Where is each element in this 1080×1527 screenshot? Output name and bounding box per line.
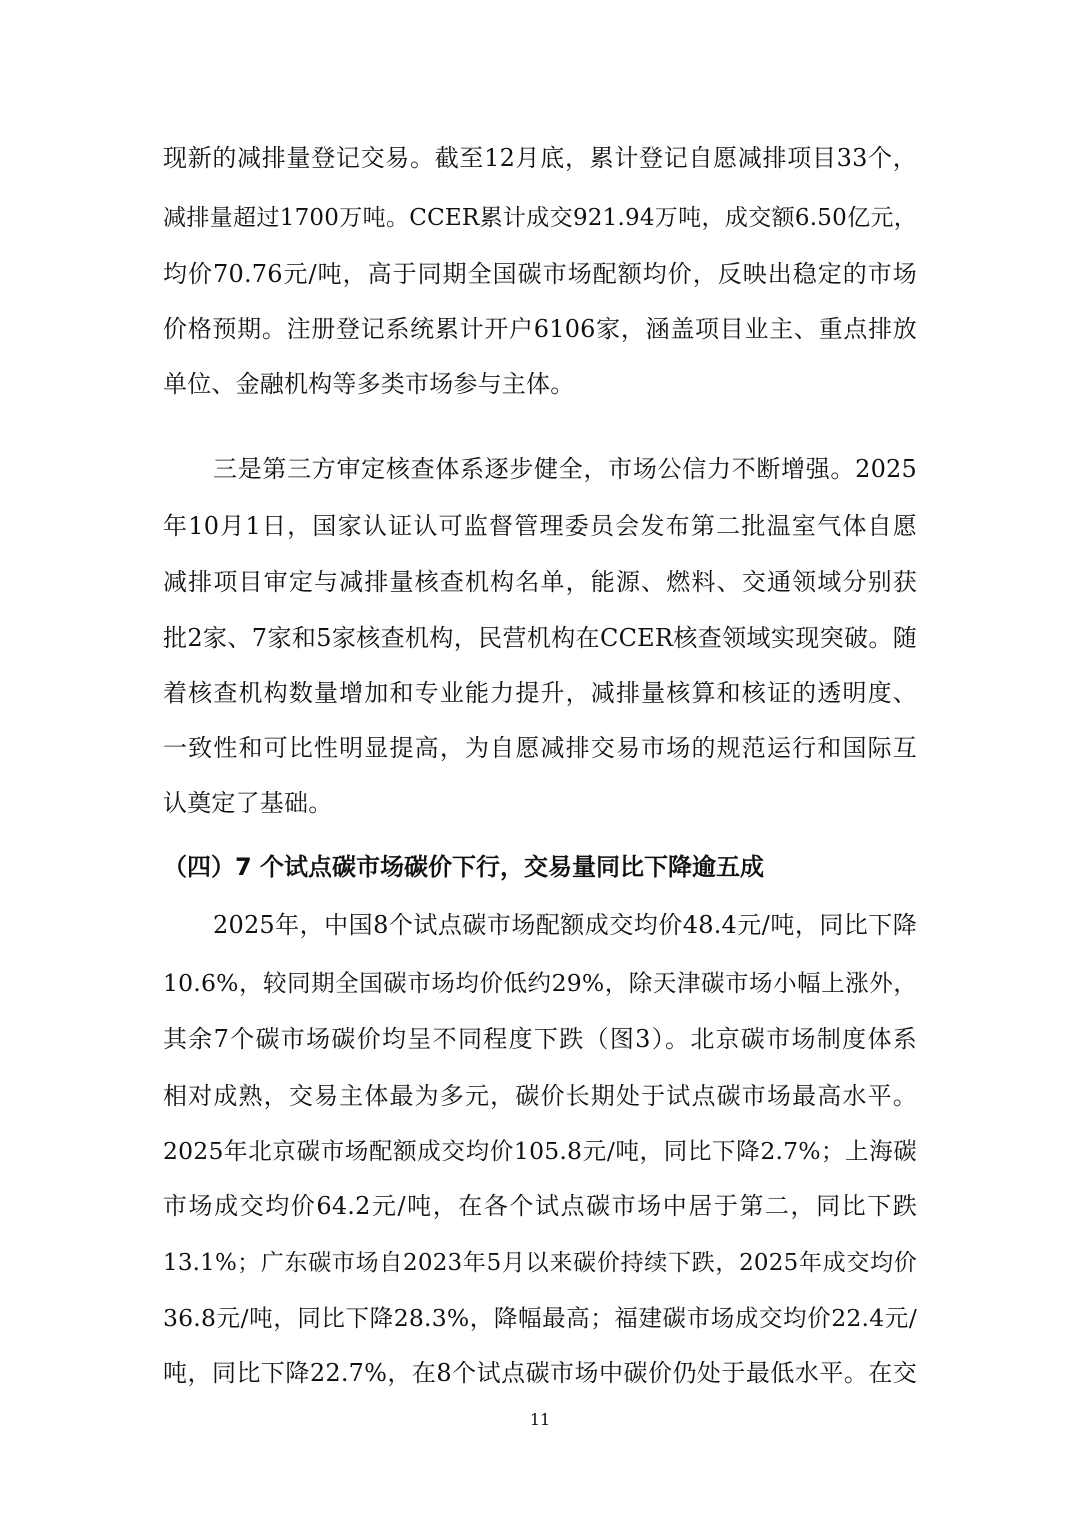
text-line: 三是第三方审定核查体系逐步健全，市场公信力不断增强。2025 [213,455,917,483]
text-line: 一致性和可比性明显提高，为自愿减排交易市场的规范运行和国际互 [163,734,917,762]
text-line: 年10月1日，国家认证认可监督管理委员会发布第二批温室气体自愿 [163,512,917,540]
text-line: 市场成交均价64.2元/吨，在各个试点碳市场中居于第二，同比下跌 [163,1192,917,1220]
text-line: 2025年北京碳市场配额成交均价105.8元/吨，同比下降2.7%；上海碳 [163,1137,917,1165]
text-line: 单位、金融机构等多类市场参与主体。 [163,370,575,398]
text-line: 认奠定了基础。 [163,789,333,817]
text-line: 均价70.76元/吨，高于同期全国碳市场配额均价，反映出稳定的市场 [163,260,917,288]
text-line: 吨，同比下降22.7%，在8个试点碳市场中碳价仍处于最低水平。在交 [163,1359,917,1387]
text-line: 10.6%，较同期全国碳市场均价低约29%，除天津碳市场小幅上涨外， [163,969,917,997]
text-line: 相对成熟，交易主体最为多元，碳价长期处于试点碳市场最高水平。 [163,1082,917,1110]
text-line: 价格预期。注册登记系统累计开户6106家，涵盖项目业主、重点排放 [163,315,917,343]
text-line: 现新的减排量登记交易。截至12月底，累计登记自愿减排项目33个， [163,144,917,172]
text-line: 批2家、7家和5家核查机构，民营机构在CCER核查领域实现突破。随 [163,624,917,652]
text-line: 2025年，中国8个试点碳市场配额成交均价48.4元/吨，同比下降 [213,911,917,939]
text-line: 减排项目审定与减排量核查机构名单，能源、燃料、交通领域分别获 [163,568,917,596]
text-line: 其余7个碳市场碳价均呈不同程度下跌（图3）。北京碳市场制度体系 [163,1025,917,1053]
text-line: 着核查机构数量增加和专业能力提升，减排量核算和核证的透明度、 [163,679,917,707]
page-number: 11 [529,1410,551,1429]
text-line: 13.1%；广东碳市场自2023年5月以来碳价持续下跌，2025年成交均价 [163,1250,917,1276]
section-heading: （四）7 个试点碳市场碳价下行，交易量同比下降逾五成 [163,853,765,881]
text-line: 减排量超过1700万吨。CCER累计成交921.94万吨，成交额6.50亿元， [163,205,917,231]
text-line: 36.8元/吨，同比下降28.3%，降幅最高；福建碳市场成交均价22.4元/ [163,1304,917,1332]
